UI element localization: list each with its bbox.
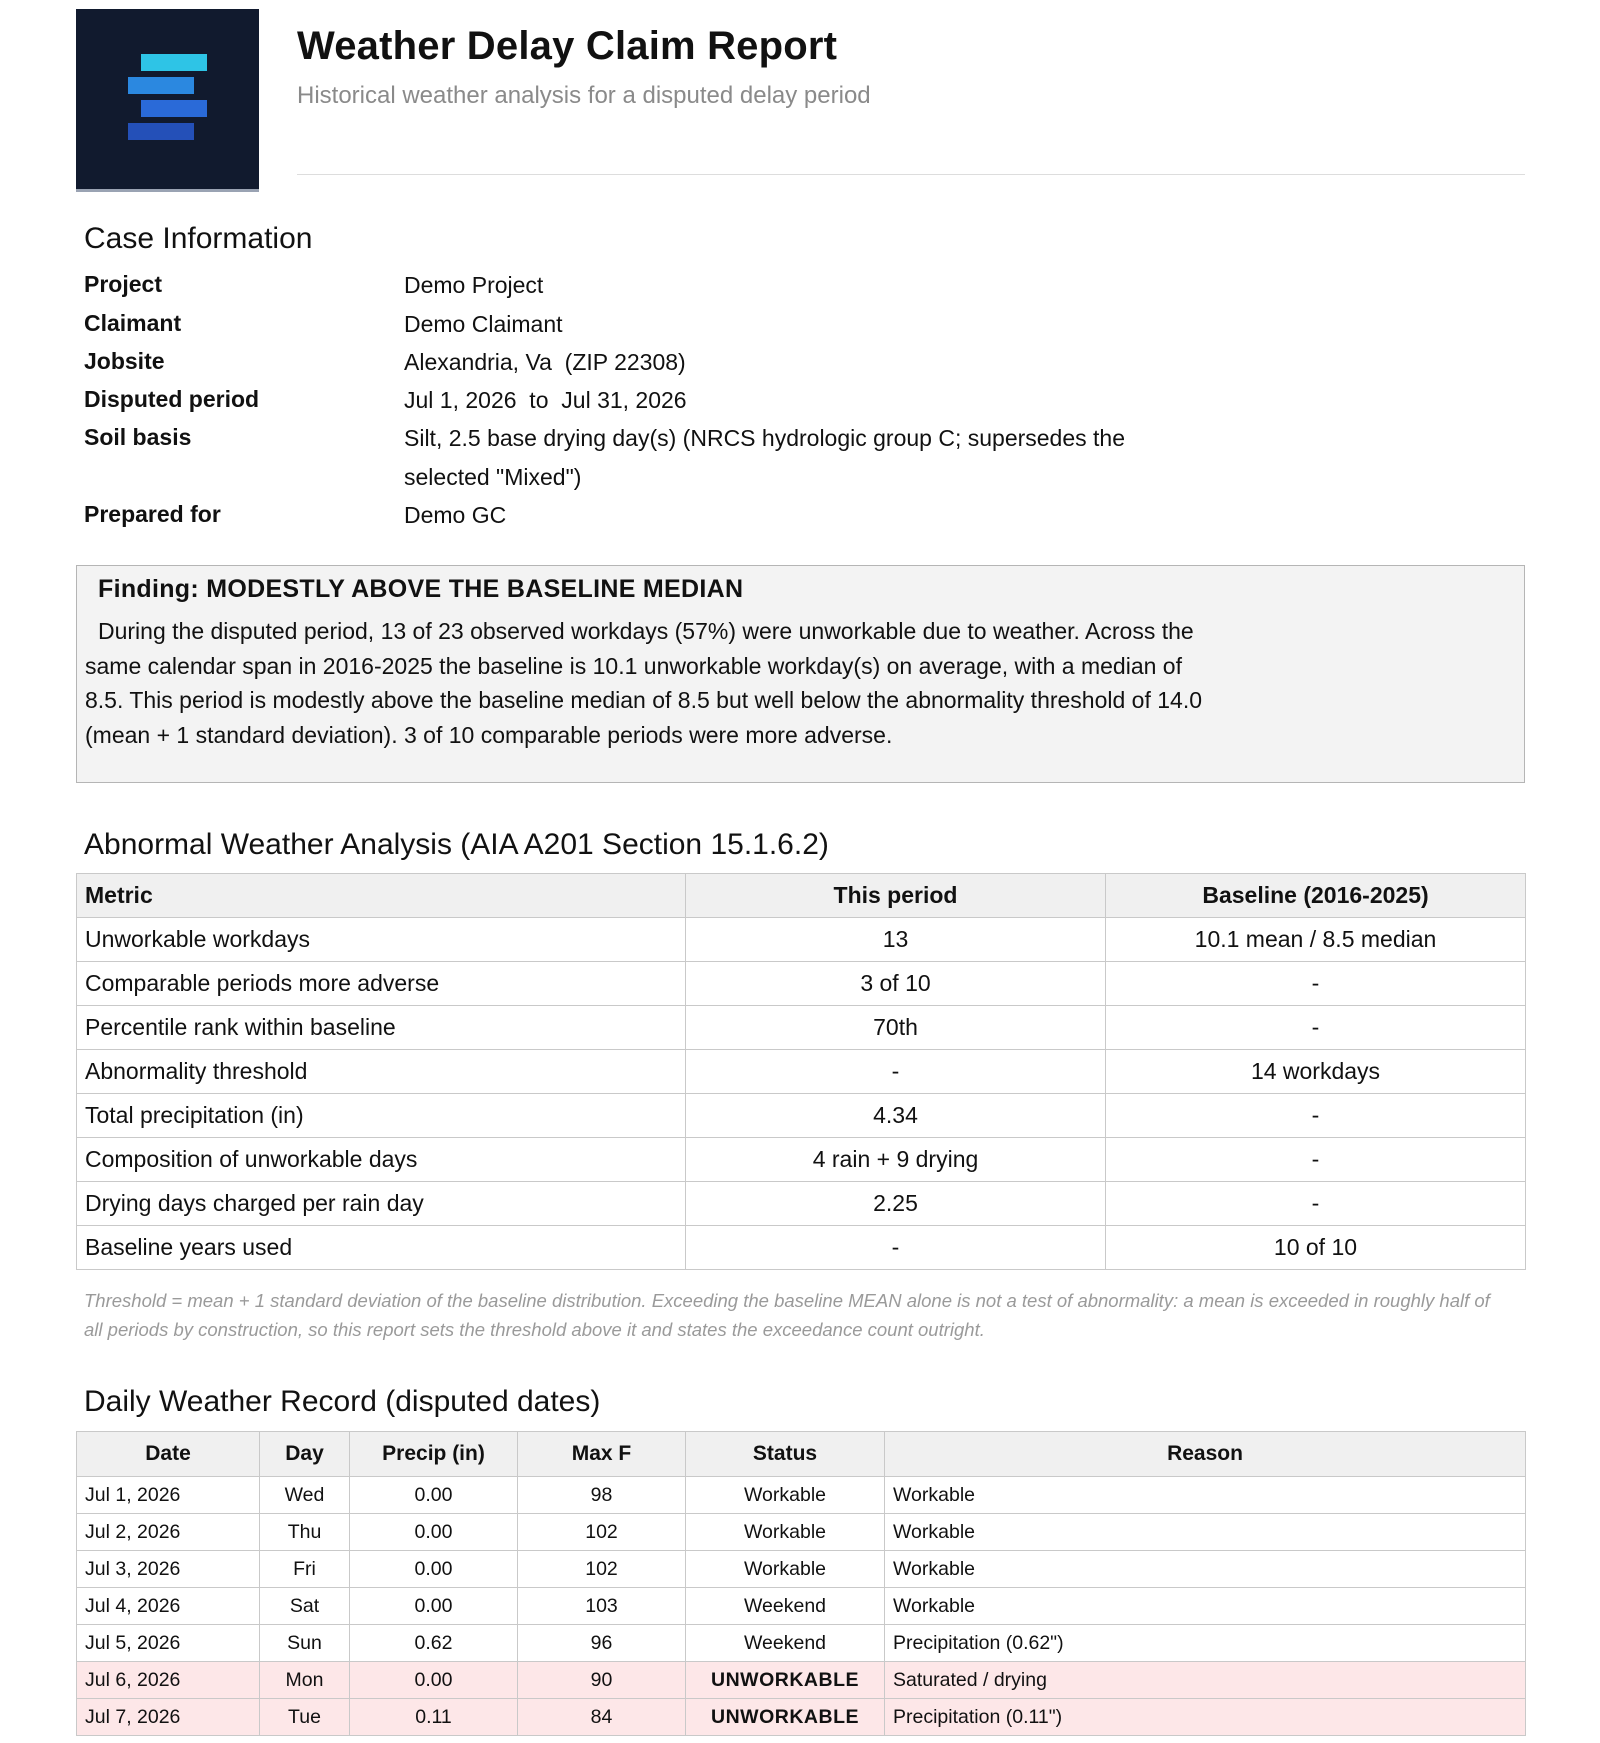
reason-cell: Saturated / drying <box>885 1662 1526 1699</box>
table-row-unworkable <box>77 1662 1526 1699</box>
day-cell: Sat <box>260 1588 350 1625</box>
max-temp-cell: 98 <box>518 1477 686 1514</box>
case-information-heading: Case Information <box>84 222 313 255</box>
baseline-cell: - <box>1106 1006 1526 1050</box>
precip-cell: 0.62 <box>350 1625 518 1662</box>
day-cell: Fri <box>260 1551 350 1588</box>
table-row <box>77 1182 1526 1226</box>
column-header-day: Day <box>260 1432 350 1477</box>
status-cell: UNWORKABLE <box>686 1699 885 1736</box>
logo-bar-4 <box>128 123 194 140</box>
case-value-jobsite: Alexandria, Va (ZIP 22308) <box>404 349 686 375</box>
report-title: Weather Delay Claim Report <box>297 24 838 68</box>
table-row-unworkable <box>77 1699 1526 1736</box>
reason-cell: Precipitation (0.11") <box>885 1699 1526 1736</box>
case-label-project: Project <box>84 271 162 297</box>
max-temp-cell: 102 <box>518 1514 686 1551</box>
date-cell: Jul 1, 2026 <box>77 1477 260 1514</box>
metric-cell: Baseline years used <box>77 1226 686 1270</box>
day-cell: Sun <box>260 1625 350 1662</box>
baseline-cell: - <box>1106 1182 1526 1226</box>
this-period-cell: - <box>686 1050 1106 1094</box>
case-label-jobsite: Jobsite <box>84 348 165 374</box>
column-header-max-f: Max F <box>518 1432 686 1477</box>
table-row <box>77 918 1526 962</box>
metric-cell: Abnormality threshold <box>77 1050 686 1094</box>
column-header-precip: Precip (in) <box>350 1432 518 1477</box>
header-divider <box>297 174 1525 175</box>
column-header-reason: Reason <box>885 1432 1526 1477</box>
case-value-prepared-for: Demo GC <box>404 502 507 528</box>
table-row <box>77 1514 1526 1551</box>
column-header-metric: Metric <box>77 874 686 918</box>
metric-cell: Unworkable workdays <box>77 918 686 962</box>
column-header-status: Status <box>686 1432 885 1477</box>
metric-cell: Comparable periods more adverse <box>77 962 686 1006</box>
table-row <box>77 962 1526 1006</box>
metric-cell: Drying days charged per rain day <box>77 1182 686 1226</box>
max-temp-cell: 96 <box>518 1625 686 1662</box>
max-temp-cell: 90 <box>518 1662 686 1699</box>
baseline-cell: 10 of 10 <box>1106 1226 1526 1270</box>
case-label-disputed-period: Disputed period <box>84 386 260 412</box>
finding-box <box>76 565 1525 783</box>
analysis-heading: Abnormal Weather Analysis (AIA A201 Section 15.1.6.2) <box>84 828 829 861</box>
this-period-cell: - <box>686 1226 1106 1270</box>
daily-weather-table <box>76 1431 1526 1736</box>
precip-cell: 0.00 <box>350 1514 518 1551</box>
logo-bar-3 <box>141 100 207 117</box>
daily-header-row <box>77 1432 1526 1477</box>
column-header-this-period: This period <box>686 874 1106 918</box>
report-subtitle: Historical weather analysis for a disputed delay period <box>297 82 871 109</box>
this-period-cell: 3 of 10 <box>686 962 1106 1006</box>
precip-cell: 0.00 <box>350 1477 518 1514</box>
status-cell: UNWORKABLE <box>686 1662 885 1699</box>
reason-cell: Workable <box>885 1551 1526 1588</box>
table-row <box>77 1050 1526 1094</box>
analysis-table <box>76 873 1526 1270</box>
max-temp-cell: 84 <box>518 1699 686 1736</box>
precip-cell: 0.11 <box>350 1699 518 1736</box>
this-period-cell: 4.34 <box>686 1094 1106 1138</box>
day-cell: Mon <box>260 1662 350 1699</box>
status-cell: Workable <box>686 1551 885 1588</box>
table-row <box>77 1588 1526 1625</box>
case-value-claimant: Demo Claimant <box>404 311 563 337</box>
reason-cell: Workable <box>885 1514 1526 1551</box>
day-cell: Tue <box>260 1699 350 1736</box>
metric-cell: Total precipitation (in) <box>77 1094 686 1138</box>
case-label-claimant: Claimant <box>84 310 182 336</box>
date-cell: Jul 4, 2026 <box>77 1588 260 1625</box>
status-cell: Weekend <box>686 1588 885 1625</box>
metric-cell: Percentile rank within baseline <box>77 1006 686 1050</box>
column-header-date: Date <box>77 1432 260 1477</box>
max-temp-cell: 102 <box>518 1551 686 1588</box>
status-cell: Weekend <box>686 1625 885 1662</box>
this-period-cell: 2.25 <box>686 1182 1106 1226</box>
reason-cell: Workable <box>885 1588 1526 1625</box>
logo-bar-1 <box>141 54 207 71</box>
status-cell: Workable <box>686 1514 885 1551</box>
reason-cell: Precipitation (0.62") <box>885 1625 1526 1662</box>
date-cell: Jul 6, 2026 <box>77 1662 260 1699</box>
company-logo <box>76 9 259 192</box>
case-label-prepared-for: Prepared for <box>84 501 221 527</box>
table-row <box>77 1477 1526 1514</box>
baseline-cell: 10.1 mean / 8.5 median <box>1106 918 1526 962</box>
table-row <box>77 1226 1526 1270</box>
day-cell: Wed <box>260 1477 350 1514</box>
stacked-bars-logo-icon <box>76 9 259 189</box>
table-row <box>77 1138 1526 1182</box>
date-cell: Jul 2, 2026 <box>77 1514 260 1551</box>
baseline-cell: - <box>1106 962 1526 1006</box>
max-temp-cell: 103 <box>518 1588 686 1625</box>
baseline-cell: - <box>1106 1094 1526 1138</box>
table-row <box>77 1094 1526 1138</box>
table-row <box>77 1006 1526 1050</box>
baseline-cell: 14 workdays <box>1106 1050 1526 1094</box>
date-cell: Jul 3, 2026 <box>77 1551 260 1588</box>
metric-cell: Composition of unworkable days <box>77 1138 686 1182</box>
status-cell: Workable <box>686 1477 885 1514</box>
threshold-footnote: Threshold = mean + 1 standard deviation of the baseline distribution. Exceeding the baseline MEAN alone is not a test of abnormality: a mean is exceeded in roughly half of all periods by construction, so this report sets the threshold above it and states the exceedance count outright. <box>84 1290 1490 1340</box>
finding-text: During the disputed period, 13 of 23 observed workdays (57%) were unworkable due to weather. Across the same calendar span in 2016-2025 the baseline is 10.1 unworkable workday(s) on average, with a median of 8.5. This period is modestly above the baseline median of 8.5 but well below the abnormality threshold of 14.0 (mean + 1 standard deviation). 3 of 10 comparable periods were more adverse. <box>85 618 1203 748</box>
finding-title: Finding: MODESTLY ABOVE THE BASELINE MEDIAN <box>98 575 744 603</box>
analysis-header-row <box>77 874 1526 918</box>
table-row <box>77 1625 1526 1662</box>
precip-cell: 0.00 <box>350 1662 518 1699</box>
precip-cell: 0.00 <box>350 1551 518 1588</box>
precip-cell: 0.00 <box>350 1588 518 1625</box>
this-period-cell: 4 rain + 9 drying <box>686 1138 1106 1182</box>
baseline-cell: - <box>1106 1138 1526 1182</box>
date-cell: Jul 5, 2026 <box>77 1625 260 1662</box>
reason-cell: Workable <box>885 1477 1526 1514</box>
case-value-disputed-period: Jul 1, 2026 to Jul 31, 2026 <box>404 387 687 413</box>
this-period-cell: 13 <box>686 918 1106 962</box>
date-cell: Jul 7, 2026 <box>77 1699 260 1736</box>
table-row <box>77 1551 1526 1588</box>
this-period-cell: 70th <box>686 1006 1106 1050</box>
day-cell: Thu <box>260 1514 350 1551</box>
logo-bar-2 <box>128 77 194 94</box>
case-label-soil-basis: Soil basis <box>84 424 192 450</box>
column-header-baseline: Baseline (2016-2025) <box>1106 874 1526 918</box>
daily-record-heading: Daily Weather Record (disputed dates) <box>84 1385 601 1418</box>
case-value-soil-basis: Silt, 2.5 base drying day(s) (NRCS hydrologic group C; supersedes the selected "Mixed") <box>404 425 1126 490</box>
case-value-project: Demo Project <box>404 272 544 298</box>
